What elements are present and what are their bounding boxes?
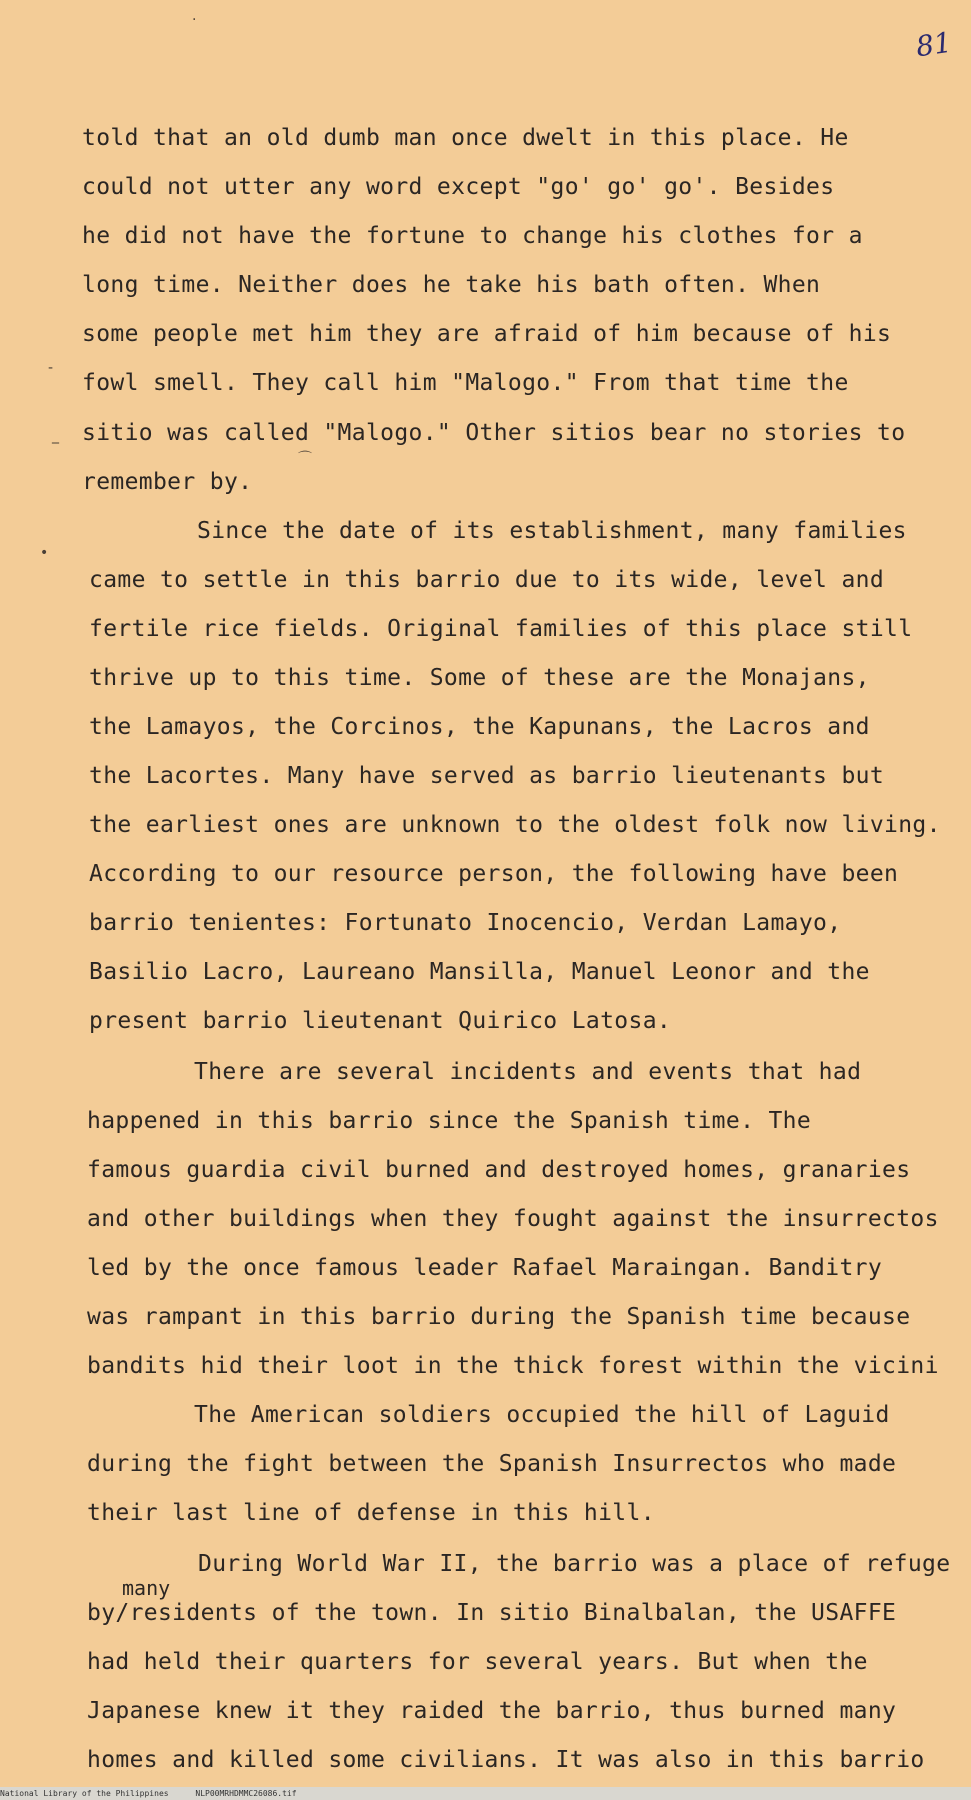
margin-mark: ·: [192, 12, 197, 28]
text-line: during the fight between the Spanish Insurrectos who made: [87, 1451, 897, 1477]
text-line: barrio tenientes: Fortunato Inocencio, Verdan Lamayo,: [89, 910, 842, 936]
text-line: the earliest ones are unknown to the oldest folk now living.: [89, 812, 941, 838]
text-line: their last line of defense in this hill.: [87, 1500, 655, 1526]
text-line: told that an old dumb man once dwelt in this place. He: [82, 125, 849, 151]
text-line: Basilio Lacro, Laureano Mansilla, Manuel Leonor and the: [89, 959, 870, 985]
margin-mark: •: [40, 545, 49, 561]
text-line: sitio was called "Malogo." Other sitios bear no stories to: [82, 420, 906, 446]
text-line: fertile rice fields. Original families of this place still: [89, 616, 913, 642]
text-line: There are several incidents and events that had: [194, 1059, 862, 1085]
text-line: and other buildings when they fought against the insurrectos: [87, 1206, 939, 1232]
text-line: the Lacortes. Many have served as barrio lieutenants but: [89, 763, 885, 789]
text-line: famous guardia civil burned and destroyed homes, granaries: [87, 1157, 911, 1183]
text-line: Since the date of its establishment, many families: [197, 518, 907, 544]
page-number: 81: [913, 25, 954, 64]
footer-file: NLP00MRHDMMC26086.tif: [195, 1789, 297, 1798]
handwritten-insertion: many: [122, 1576, 171, 1600]
text-line: happened in this barrio since the Spanish time. The: [87, 1108, 812, 1134]
text-line: could not utter any word except "go' go' go'. Besides: [82, 174, 835, 200]
footer-library: National Library of the Philippines: [0, 1789, 169, 1798]
text-line: had held their quarters for several years. But when the: [87, 1649, 868, 1675]
text-line: by/residents of the town. In sitio Binalbalan, the USAFFE: [87, 1600, 897, 1626]
text-line: fowl smell. They call him "Malogo." From that time the: [82, 370, 849, 396]
text-line: the Lamayos, the Corcinos, the Kapunans, the Lacros and: [89, 714, 870, 740]
text-line: came to settle in this barrio due to its wide, level and: [89, 567, 885, 593]
text-line: remember by.: [82, 469, 253, 495]
text-line: Japanese knew it they raided the barrio, thus burned many: [87, 1698, 897, 1724]
text-line: homes and killed some civilians. It was also in this barrio: [87, 1747, 925, 1773]
text-line: long time. Neither does he take his bath often. When: [82, 272, 821, 298]
text-line: he did not have the fortune to change his clothes for a: [82, 223, 863, 249]
text-line: some people met him they are afraid of him because of his: [82, 321, 892, 347]
text-line: present barrio lieutenant Quirico Latosa.: [89, 1008, 672, 1034]
text-line: led by the once famous leader Rafael Maraingan. Banditry: [87, 1255, 883, 1281]
text-line: According to our resource person, the following have been: [89, 861, 899, 887]
text-line: thrive up to this time. Some of these are the Monajans,: [89, 665, 870, 691]
margin-mark: ⌒: [298, 451, 312, 467]
text-line: was rampant in this barrio during the Spanish time because: [87, 1304, 911, 1330]
margin-mark: -: [48, 360, 54, 376]
text-line: bandits hid their loot in the thick forest within the vicini: [87, 1353, 939, 1379]
scan-footer: [0, 1787, 971, 1800]
text-line: The American soldiers occupied the hill of Laguid: [194, 1402, 890, 1428]
text-line: During World War II, the barrio was a place of refuge: [198, 1551, 951, 1577]
margin-mark: _: [52, 428, 59, 444]
